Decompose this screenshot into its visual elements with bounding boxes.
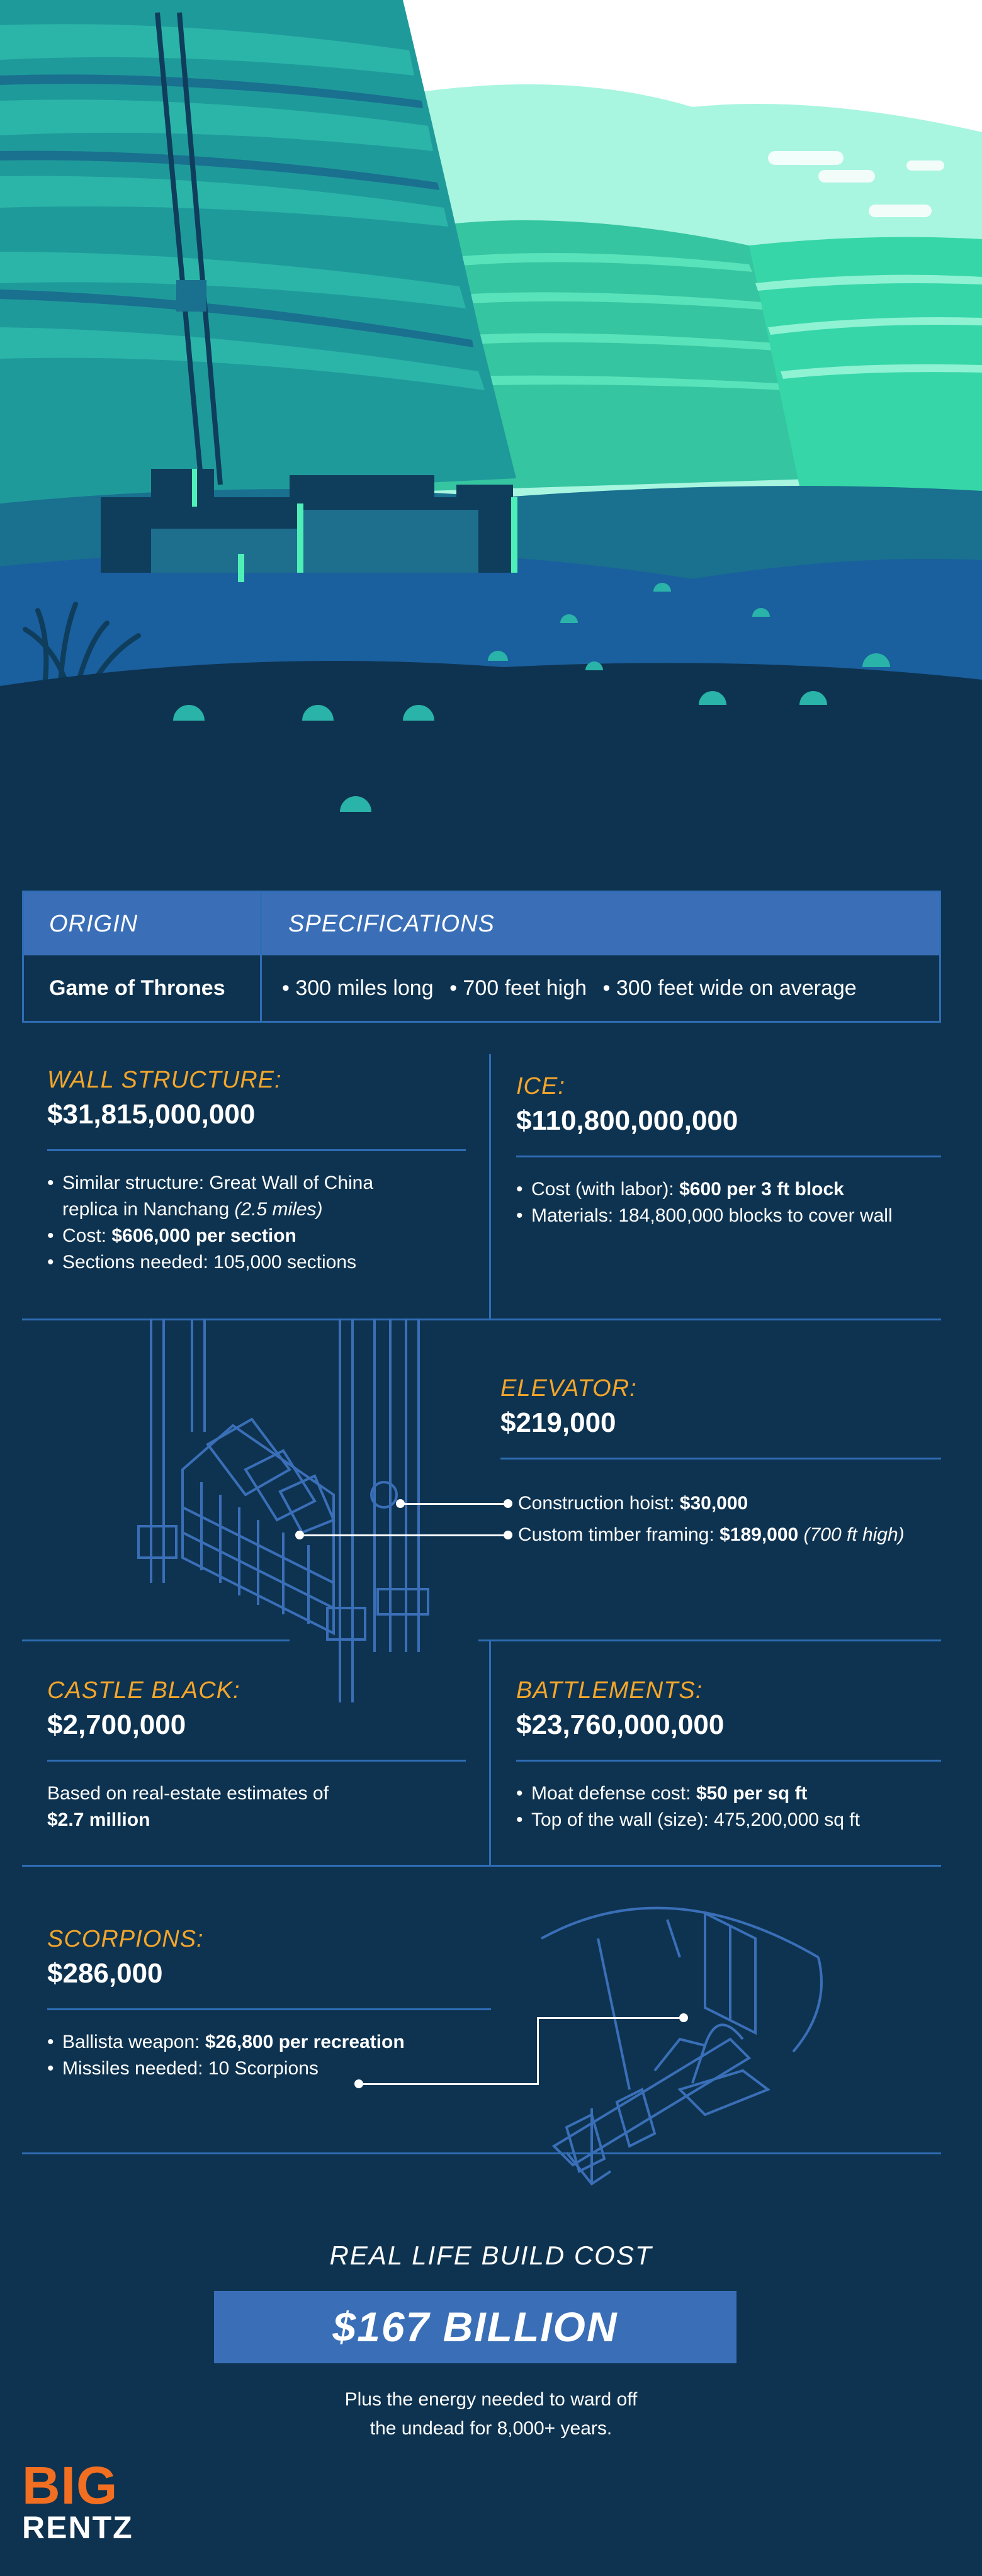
callout-dot bbox=[504, 1531, 512, 1539]
ice-cost: $110,800,000,000 bbox=[516, 1105, 738, 1136]
total-note: Plus the energy needed to ward off the undead for 8,000+ years. bbox=[344, 2389, 638, 2439]
bullet: • Materials: 184,800,000 blocks to cover wall bbox=[516, 1203, 941, 1229]
specs-table-header bbox=[24, 892, 939, 955]
origin-value: Game of Thrones bbox=[49, 976, 225, 1000]
section-rule bbox=[47, 1760, 466, 1762]
section-divider bbox=[22, 1640, 290, 1641]
callout-line bbox=[537, 2017, 539, 2085]
total-heading: REAL LIFE BUILD COST bbox=[329, 2241, 653, 2270]
scorpions-cost: $286,000 bbox=[47, 1958, 163, 1989]
bullet: • Sections needed: 105,000 sections bbox=[47, 1249, 466, 1276]
column-divider bbox=[489, 1640, 491, 1866]
elevator-cost: $219,000 bbox=[500, 1407, 616, 1438]
callout-line bbox=[359, 2083, 539, 2085]
logo-rentz: RENTZ bbox=[22, 2510, 133, 2545]
castle-black-text: Based on real-estate estimates of $2.7 million bbox=[47, 1783, 329, 1830]
elevator-drawing bbox=[126, 1319, 441, 1702]
spec-list bbox=[282, 955, 857, 1021]
bullet: • Top of the wall (size): 475,200,000 sq ft bbox=[516, 1807, 941, 1833]
wall-structure-cost: $31,815,000,000 bbox=[47, 1099, 256, 1130]
section-rule bbox=[516, 1760, 941, 1762]
specs-table bbox=[22, 891, 941, 1023]
bullet: • Cost: $606,000 per section bbox=[47, 1223, 466, 1249]
bullet: • Cost (with labor): $600 per 3 ft block bbox=[516, 1176, 941, 1203]
bullet: • Ballista weapon: $26,800 per recreation bbox=[47, 2029, 491, 2056]
callout-line bbox=[400, 1503, 507, 1505]
callout-dot bbox=[354, 2079, 363, 2088]
callout-dot bbox=[504, 1499, 512, 1508]
hero-illustration bbox=[0, 0, 982, 843]
elevator-item-timber: Custom timber framing: $189,000 (700 ft high) bbox=[518, 1524, 905, 1545]
spec-item: • 700 feet high bbox=[449, 976, 587, 1000]
bigrentz-logo bbox=[22, 2456, 154, 2555]
section-divider bbox=[478, 1640, 941, 1641]
castle-black-cost: $2,700,000 bbox=[47, 1709, 186, 1740]
callout-dot bbox=[396, 1499, 405, 1508]
castle-black-section bbox=[47, 1677, 466, 1833]
callout-line bbox=[299, 1534, 507, 1536]
origin-header: ORIGIN bbox=[49, 911, 138, 937]
battlements-section bbox=[516, 1677, 941, 1833]
spec-item: • 300 feet wide on average bbox=[602, 976, 857, 1000]
callout-dot bbox=[679, 2013, 688, 2022]
ice-bullets bbox=[516, 1176, 941, 1229]
total-cost: $167 BILLION bbox=[214, 2291, 736, 2363]
scorpions-title: SCORPIONS: bbox=[47, 1926, 204, 1952]
elevator-section bbox=[500, 1375, 941, 1460]
specifications-header: SPECIFICATIONS bbox=[288, 911, 495, 937]
section-rule bbox=[516, 1156, 941, 1157]
section-divider bbox=[22, 2152, 941, 2154]
section-rule bbox=[47, 1149, 466, 1151]
section-divider bbox=[22, 1865, 941, 1867]
callout-dot bbox=[295, 1531, 304, 1539]
scorpion-ballista-drawing bbox=[353, 1882, 844, 2190]
elevator-item-hoist: Construction hoist: $30,000 bbox=[518, 1493, 748, 1514]
battlements-title: BATTLEMENTS: bbox=[516, 1677, 703, 1704]
wall-structure-section bbox=[47, 1067, 466, 1276]
elevator-title: ELEVATOR: bbox=[500, 1375, 637, 1402]
column-divider bbox=[489, 1054, 491, 1319]
ice-title: ICE: bbox=[516, 1073, 565, 1100]
bullet: • Moat defense cost: $50 per sq ft bbox=[516, 1780, 941, 1807]
table-divider bbox=[260, 892, 262, 1021]
section-rule bbox=[500, 1458, 941, 1460]
spec-item: • 300 miles long bbox=[282, 976, 434, 1000]
ice-section bbox=[516, 1073, 941, 1229]
wall-structure-bullets bbox=[47, 1170, 466, 1276]
castle-black-title: CASTLE BLACK: bbox=[47, 1677, 240, 1704]
logo-big: BIG bbox=[22, 2456, 118, 2515]
callout-line bbox=[538, 2017, 683, 2019]
battlements-bullets bbox=[516, 1780, 941, 1833]
bullet: • Similar structure: Great Wall of China replica in Nanchang (2.5 miles) bbox=[47, 1170, 466, 1223]
bullet: • Missiles needed: 10 Scorpions bbox=[47, 2056, 491, 2082]
wall-structure-title: WALL STRUCTURE: bbox=[47, 1067, 282, 1093]
battlements-cost: $23,760,000,000 bbox=[516, 1709, 725, 1740]
